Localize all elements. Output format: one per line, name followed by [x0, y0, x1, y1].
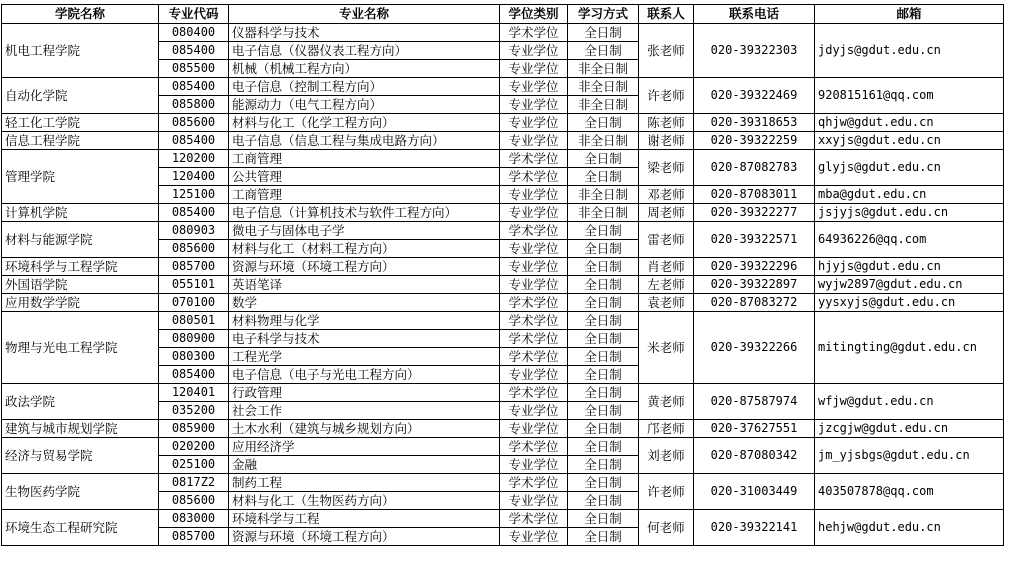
contact-person: 许老师: [639, 78, 694, 114]
degree-type: 学术学位: [500, 294, 568, 312]
header-email: 邮箱: [815, 5, 1004, 24]
study-mode: 全日制: [568, 366, 639, 384]
table-row: [2, 420, 1004, 438]
study-mode: 全日制: [568, 150, 639, 168]
contact-email: jsjyjs@gdut.edu.cn: [815, 204, 1004, 222]
major-code: 085600: [159, 492, 229, 510]
contact-phone: 020-39322469: [694, 78, 815, 114]
table-row: [2, 312, 1004, 330]
contact-person: 袁老师: [639, 294, 694, 312]
major-code: 025100: [159, 456, 229, 474]
header-college: 学院名称: [2, 5, 159, 24]
study-mode: 全日制: [568, 42, 639, 60]
major-code: 0817Z2: [159, 474, 229, 492]
major-code: 085700: [159, 528, 229, 546]
contact-phone: 020-39322277: [694, 204, 815, 222]
major-name: 能源动力（电气工程方向）: [229, 96, 500, 114]
major-code: 085800: [159, 96, 229, 114]
study-mode: 全日制: [568, 438, 639, 456]
contact-person: 肖老师: [639, 258, 694, 276]
study-mode: 非全日制: [568, 96, 639, 114]
contact-email: xxyjs@gdut.edu.cn: [815, 132, 1004, 150]
major-name: 电子信息（计算机技术与软件工程方向）: [229, 204, 500, 222]
table-body: [2, 24, 1004, 546]
header-contact: 联系人: [639, 5, 694, 24]
degree-type: 专业学位: [500, 132, 568, 150]
contact-person: 谢老师: [639, 132, 694, 150]
table-row: [2, 438, 1004, 456]
degree-type: 专业学位: [500, 42, 568, 60]
contact-person: 黄老师: [639, 384, 694, 420]
table-row: [2, 132, 1004, 150]
study-mode: 全日制: [568, 258, 639, 276]
contact-email: jzcgjw@gdut.edu.cn: [815, 420, 1004, 438]
contact-email: 403507878@qq.com: [815, 474, 1004, 510]
table-row: [2, 24, 1004, 42]
major-code: 035200: [159, 402, 229, 420]
college-name: 生物医药学院: [2, 474, 159, 510]
degree-type: 专业学位: [500, 366, 568, 384]
study-mode: 全日制: [568, 384, 639, 402]
header-major: 专业名称: [229, 5, 500, 24]
table-row: [2, 222, 1004, 240]
college-name: 机电工程学院: [2, 24, 159, 78]
major-code: 120400: [159, 168, 229, 186]
contact-phone: 020-39322897: [694, 276, 815, 294]
contact-email: wfjw@gdut.edu.cn: [815, 384, 1004, 420]
major-code: 085700: [159, 258, 229, 276]
table-row: [2, 150, 1004, 168]
contact-phone: 020-39322303: [694, 24, 815, 78]
major-code: 070100: [159, 294, 229, 312]
college-name: 信息工程学院: [2, 132, 159, 150]
major-code: 085900: [159, 420, 229, 438]
major-code: 085500: [159, 60, 229, 78]
contact-person: 雷老师: [639, 222, 694, 258]
contact-email: qhjw@gdut.edu.cn: [815, 114, 1004, 132]
major-name: 资源与环境（环境工程方向）: [229, 528, 500, 546]
college-name: 材料与能源学院: [2, 222, 159, 258]
major-code: 020200: [159, 438, 229, 456]
contact-phone: 020-87083011: [694, 186, 815, 204]
major-name: 工程光学: [229, 348, 500, 366]
major-code: 085400: [159, 132, 229, 150]
contact-person: 何老师: [639, 510, 694, 546]
contact-person: 左老师: [639, 276, 694, 294]
college-name: 管理学院: [2, 150, 159, 204]
contact-email: 64936226@qq.com: [815, 222, 1004, 258]
contact-phone: 020-39322141: [694, 510, 815, 546]
contact-email: hjyjs@gdut.edu.cn: [815, 258, 1004, 276]
degree-type: 专业学位: [500, 456, 568, 474]
major-code: 120200: [159, 150, 229, 168]
study-mode: 全日制: [568, 402, 639, 420]
contact-phone: 020-39318653: [694, 114, 815, 132]
contact-phone: 020-39322571: [694, 222, 815, 258]
major-name: 微电子与固体电子学: [229, 222, 500, 240]
college-name: 建筑与城市规划学院: [2, 420, 159, 438]
major-name: 金融: [229, 456, 500, 474]
table-row: [2, 114, 1004, 132]
study-mode: 全日制: [568, 420, 639, 438]
contact-person: 刘老师: [639, 438, 694, 474]
contact-person: 梁老师: [639, 150, 694, 186]
major-code: 080501: [159, 312, 229, 330]
study-mode: 全日制: [568, 492, 639, 510]
degree-type: 专业学位: [500, 60, 568, 78]
degree-type: 专业学位: [500, 492, 568, 510]
major-name: 仪器科学与技术: [229, 24, 500, 42]
college-name: 计算机学院: [2, 204, 159, 222]
major-name: 社会工作: [229, 402, 500, 420]
college-name: 轻工化工学院: [2, 114, 159, 132]
study-mode: 全日制: [568, 240, 639, 258]
degree-type: 专业学位: [500, 114, 568, 132]
header-mode: 学习方式: [568, 5, 639, 24]
study-mode: 非全日制: [568, 204, 639, 222]
contact-phone: 020-87083272: [694, 294, 815, 312]
contact-person: 许老师: [639, 474, 694, 510]
major-name: 应用经济学: [229, 438, 500, 456]
major-name: 土木水利（建筑与城乡规划方向）: [229, 420, 500, 438]
study-mode: 全日制: [568, 312, 639, 330]
contact-person: 邓老师: [639, 186, 694, 204]
contact-email: jm_yjsbgs@gdut.edu.cn: [815, 438, 1004, 474]
major-name: 电子信息（控制工程方向）: [229, 78, 500, 96]
contact-phone: 020-87082783: [694, 150, 815, 186]
major-name: 材料物理与化学: [229, 312, 500, 330]
major-code: 085400: [159, 366, 229, 384]
study-mode: 非全日制: [568, 186, 639, 204]
major-code: 083000: [159, 510, 229, 528]
contact-person: 周老师: [639, 204, 694, 222]
header-phone: 联系电话: [694, 5, 815, 24]
major-name: 资源与环境（环境工程方向）: [229, 258, 500, 276]
major-name: 公共管理: [229, 168, 500, 186]
study-mode: 全日制: [568, 222, 639, 240]
contact-email: jdyjs@gdut.edu.cn: [815, 24, 1004, 78]
study-mode: 全日制: [568, 114, 639, 132]
table-row: [2, 204, 1004, 222]
degree-type: 专业学位: [500, 420, 568, 438]
degree-type: 专业学位: [500, 186, 568, 204]
contact-email: yysxyjs@gdut.edu.cn: [815, 294, 1004, 312]
admissions-table: [1, 4, 1004, 546]
degree-type: 学术学位: [500, 510, 568, 528]
major-name: 材料与化工（生物医药方向）: [229, 492, 500, 510]
header-degree: 学位类别: [500, 5, 568, 24]
degree-type: 学术学位: [500, 384, 568, 402]
college-name: 政法学院: [2, 384, 159, 420]
degree-type: 学术学位: [500, 150, 568, 168]
degree-type: 学术学位: [500, 312, 568, 330]
header-row: [2, 5, 1004, 24]
study-mode: 全日制: [568, 24, 639, 42]
header-code: 专业代码: [159, 5, 229, 24]
study-mode: 全日制: [568, 294, 639, 312]
degree-type: 学术学位: [500, 222, 568, 240]
major-code: 085600: [159, 114, 229, 132]
study-mode: 全日制: [568, 456, 639, 474]
major-code: 080400: [159, 24, 229, 42]
contact-person: 张老师: [639, 24, 694, 78]
contact-email: mba@gdut.edu.cn: [815, 186, 1004, 204]
table-row: [2, 474, 1004, 492]
college-name: 环境生态工程研究院: [2, 510, 159, 546]
major-name: 电子信息（信息工程与集成电路方向）: [229, 132, 500, 150]
degree-type: 专业学位: [500, 258, 568, 276]
table-row: [2, 294, 1004, 312]
major-name: 环境科学与工程: [229, 510, 500, 528]
major-code: 080903: [159, 222, 229, 240]
degree-type: 学术学位: [500, 474, 568, 492]
study-mode: 全日制: [568, 276, 639, 294]
table-row: [2, 258, 1004, 276]
major-name: 工商管理: [229, 186, 500, 204]
major-code: 055101: [159, 276, 229, 294]
study-mode: 全日制: [568, 474, 639, 492]
degree-type: 学术学位: [500, 330, 568, 348]
degree-type: 学术学位: [500, 348, 568, 366]
contact-phone: 020-39322259: [694, 132, 815, 150]
degree-type: 专业学位: [500, 528, 568, 546]
major-code: 085400: [159, 78, 229, 96]
contact-phone: 020-87080342: [694, 438, 815, 474]
contact-email: hehjw@gdut.edu.cn: [815, 510, 1004, 546]
major-code: 080300: [159, 348, 229, 366]
contact-email: wyjw2897@gdut.edu.cn: [815, 276, 1004, 294]
contact-email: mitingting@gdut.edu.cn: [815, 312, 1004, 384]
table-row: [2, 78, 1004, 96]
table-row: [2, 384, 1004, 402]
college-name: 经济与贸易学院: [2, 438, 159, 474]
contact-phone: 020-37627551: [694, 420, 815, 438]
study-mode: 非全日制: [568, 132, 639, 150]
degree-type: 专业学位: [500, 402, 568, 420]
college-name: 自动化学院: [2, 78, 159, 114]
degree-type: 专业学位: [500, 240, 568, 258]
major-name: 行政管理: [229, 384, 500, 402]
contact-phone: 020-31003449: [694, 474, 815, 510]
degree-type: 专业学位: [500, 204, 568, 222]
contact-phone: 020-39322296: [694, 258, 815, 276]
degree-type: 专业学位: [500, 96, 568, 114]
major-code: 085600: [159, 240, 229, 258]
degree-type: 学术学位: [500, 24, 568, 42]
degree-type: 学术学位: [500, 438, 568, 456]
major-name: 工商管理: [229, 150, 500, 168]
major-code: 120401: [159, 384, 229, 402]
contact-email: 920815161@qq.com: [815, 78, 1004, 114]
contact-person: 邝老师: [639, 420, 694, 438]
major-name: 电子科学与技术: [229, 330, 500, 348]
major-name: 制药工程: [229, 474, 500, 492]
major-name: 材料与化工（材料工程方向）: [229, 240, 500, 258]
college-name: 物理与光电工程学院: [2, 312, 159, 384]
contact-phone: 020-39322266: [694, 312, 815, 384]
table-row: [2, 276, 1004, 294]
table-row: [2, 510, 1004, 528]
study-mode: 全日制: [568, 348, 639, 366]
study-mode: 全日制: [568, 168, 639, 186]
major-name: 材料与化工（化学工程方向）: [229, 114, 500, 132]
major-code: 085400: [159, 42, 229, 60]
major-name: 英语笔译: [229, 276, 500, 294]
major-name: 电子信息（电子与光电工程方向）: [229, 366, 500, 384]
contact-person: 陈老师: [639, 114, 694, 132]
contact-phone: 020-87587974: [694, 384, 815, 420]
college-name: 外国语学院: [2, 276, 159, 294]
contact-email: glyjs@gdut.edu.cn: [815, 150, 1004, 186]
major-code: 085400: [159, 204, 229, 222]
study-mode: 全日制: [568, 528, 639, 546]
major-code: 125100: [159, 186, 229, 204]
college-name: 环境科学与工程学院: [2, 258, 159, 276]
study-mode: 非全日制: [568, 60, 639, 78]
degree-type: 专业学位: [500, 276, 568, 294]
major-code: 080900: [159, 330, 229, 348]
college-name: 应用数学学院: [2, 294, 159, 312]
study-mode: 全日制: [568, 330, 639, 348]
major-name: 机械（机械工程方向）: [229, 60, 500, 78]
major-name: 电子信息（仪器仪表工程方向）: [229, 42, 500, 60]
degree-type: 学术学位: [500, 168, 568, 186]
major-name: 数学: [229, 294, 500, 312]
contact-person: 米老师: [639, 312, 694, 384]
degree-type: 专业学位: [500, 78, 568, 96]
study-mode: 非全日制: [568, 78, 639, 96]
study-mode: 全日制: [568, 510, 639, 528]
